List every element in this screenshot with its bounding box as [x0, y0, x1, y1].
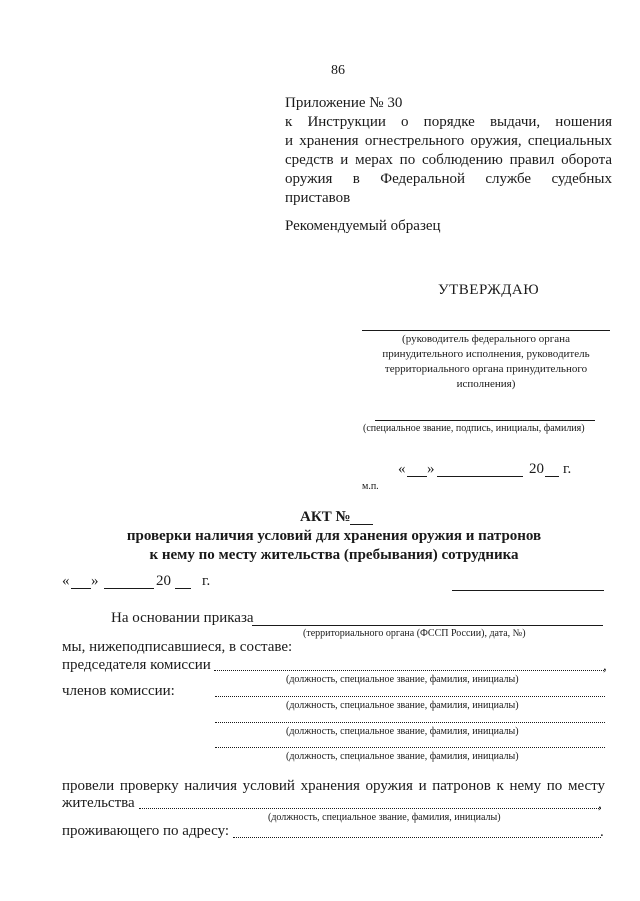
head-signature-line — [362, 330, 610, 331]
act-place-line — [452, 590, 604, 591]
act-title: АКТ № — [300, 509, 351, 525]
approve-title: УТВЕРЖДАЮ — [438, 282, 540, 298]
act-year-suffix: г. — [202, 573, 211, 589]
residence-line — [139, 808, 601, 809]
member-line-3 — [215, 747, 605, 748]
commission-intro: мы, нижеподписавшиеся, в составе: — [62, 639, 293, 655]
stamp-label: м.п. — [362, 481, 379, 492]
basis-caption: (территориального органа (ФССП России), дата, №) — [303, 628, 526, 639]
member-line-1 — [215, 696, 605, 697]
residence-comma: , — [598, 796, 602, 812]
check-statement: провели проверку наличия условий хранения оружия и патронов к нему по месту — [62, 778, 605, 794]
approve-year-suffix: г. — [563, 461, 572, 477]
approve-month-line — [437, 476, 523, 477]
address-line — [233, 837, 601, 838]
approve-year-line — [545, 476, 559, 477]
appendix-title: Приложение № 30 — [285, 95, 403, 111]
appendix-line: и хранения огнестрельного оружия, специальных — [285, 133, 612, 149]
chair-caption: (должность, специальное звание, фамилия, инициалы) — [286, 674, 519, 685]
sign-caption: (специальное звание, подпись, инициалы, фамилия) — [363, 423, 585, 434]
appendix-line: приставов — [285, 190, 351, 206]
appendix-line: средств и мерах по соблюдению правил оборота — [285, 152, 612, 168]
address-period: . — [600, 824, 604, 840]
approve-year-prefix: 20 — [529, 461, 544, 477]
member-caption-3: (должность, специальное звание, фамилия, инициалы) — [286, 751, 519, 762]
act-month-line — [104, 588, 154, 589]
appendix-line: к Инструкции о порядке выдачи, ношения — [285, 114, 612, 130]
chair-label: председателя комиссии — [62, 657, 211, 673]
page-number: 86 — [331, 63, 345, 78]
head-caption: территориального органа принудительного — [384, 363, 588, 375]
member-caption-1: (должность, специальное звание, фамилия, инициалы) — [286, 700, 519, 711]
head-caption: принудительного исполнения, руководитель — [382, 348, 590, 360]
approve-date-close-quote: » — [427, 461, 435, 477]
act-date-open-quote: « — [62, 573, 70, 589]
act-day-line — [71, 588, 91, 589]
head-caption: (руководитель федерального органа — [402, 333, 570, 345]
act-subtitle: проверки наличия условий для хранения оружия и патронов — [126, 528, 542, 544]
basis-line — [252, 625, 603, 626]
approve-date-open-quote: « — [398, 461, 406, 477]
member-caption-2: (должность, специальное звание, фамилия, инициалы) — [286, 726, 519, 737]
sign-line — [375, 420, 595, 421]
member-line-2 — [215, 722, 605, 723]
act-subtitle: к нему по месту жительства (пребывания) сотрудника — [149, 547, 519, 563]
residence-label: жительства — [62, 795, 135, 811]
act-year-prefix: 20 — [156, 573, 171, 589]
act-number-line — [350, 524, 373, 525]
recommended-sample-label: Рекомендуемый образец — [285, 218, 441, 234]
address-label: проживающего по адресу: — [62, 823, 230, 839]
residence-caption: (должность, специальное звание, фамилия, инициалы) — [268, 812, 501, 823]
members-label: членов комиссии: — [62, 683, 175, 699]
head-caption: исполнения) — [456, 378, 516, 390]
act-year-line — [175, 588, 191, 589]
appendix-line: оружия в Федеральной службе судебных — [285, 171, 612, 187]
chair-line — [214, 670, 604, 671]
basis-label: На основании приказа — [111, 610, 254, 626]
approve-day-line — [407, 476, 427, 477]
act-date-close-quote: » — [91, 573, 99, 589]
chair-comma: , — [603, 658, 607, 674]
